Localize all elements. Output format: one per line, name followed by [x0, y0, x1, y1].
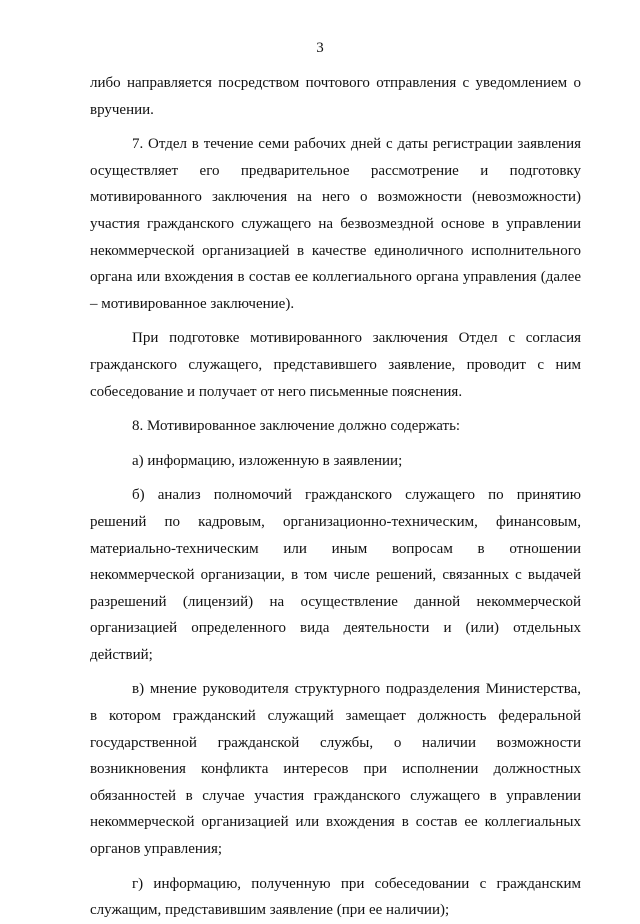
paragraph-item-7: 7. Отдел в течение семи рабочих дней с даты регистрации заявления осуществляет его предварительное рассмотрение и подготовку мотивированного заключения на него о возможности (невозможности) участия гражданского служащего на безвозмездной основе в управлении некоммерческой организацией в качестве единоличного исполнительного органа или вхождения в состав ее коллегиального органа управления (далее – мотивированное заключение).: [90, 136, 581, 312]
paragraph-interview: При подготовке мотивированного заключения Отдел с согласия гражданского служащего, представившего заявление, проводит с ним собеседование и получает от него письменные пояснения.: [90, 330, 581, 400]
paragraph-subitem-g: г) информацию, полученную при собеседовании с гражданским служащим, представившим заявление (при ее наличии);: [90, 875, 581, 919]
paragraph-continuation: либо направляется посредством почтового отправления с уведомлением о вручении.: [90, 75, 581, 118]
paragraph-subitem-b: б) анализ полномочий гражданского служащего по принятию решений по кадровым, организационно-техническим, финансовым, материально-техническим или иным вопросам в отношении некоммерческой организации, в том числе решений, связанных с выдачей разрешений (лицензий) на осуществление данной некоммерческой организацией определенного вида деятельности и (или) отдельных действий;: [90, 487, 581, 663]
document-body: [90, 70, 581, 924]
paragraph-subitem-a: а) информацию, изложенную в заявлении;: [132, 452, 403, 469]
paragraph-subitem-v: в) мнение руководителя структурного подразделения Министерства, в котором гражданский служащий замещает должность федеральной государственной гражданской службы, о наличии возможности возникновения конфликта интересов при исполнении должностных обязанностей в случае участия гражданского служащего в управлении некоммерческой организацией или вхождения в состав ее коллегиальных органов управления;: [90, 681, 581, 858]
page-number: 3: [316, 40, 324, 56]
paragraph-item-8: 8. Мотивированное заключение должно содержать:: [132, 418, 461, 435]
